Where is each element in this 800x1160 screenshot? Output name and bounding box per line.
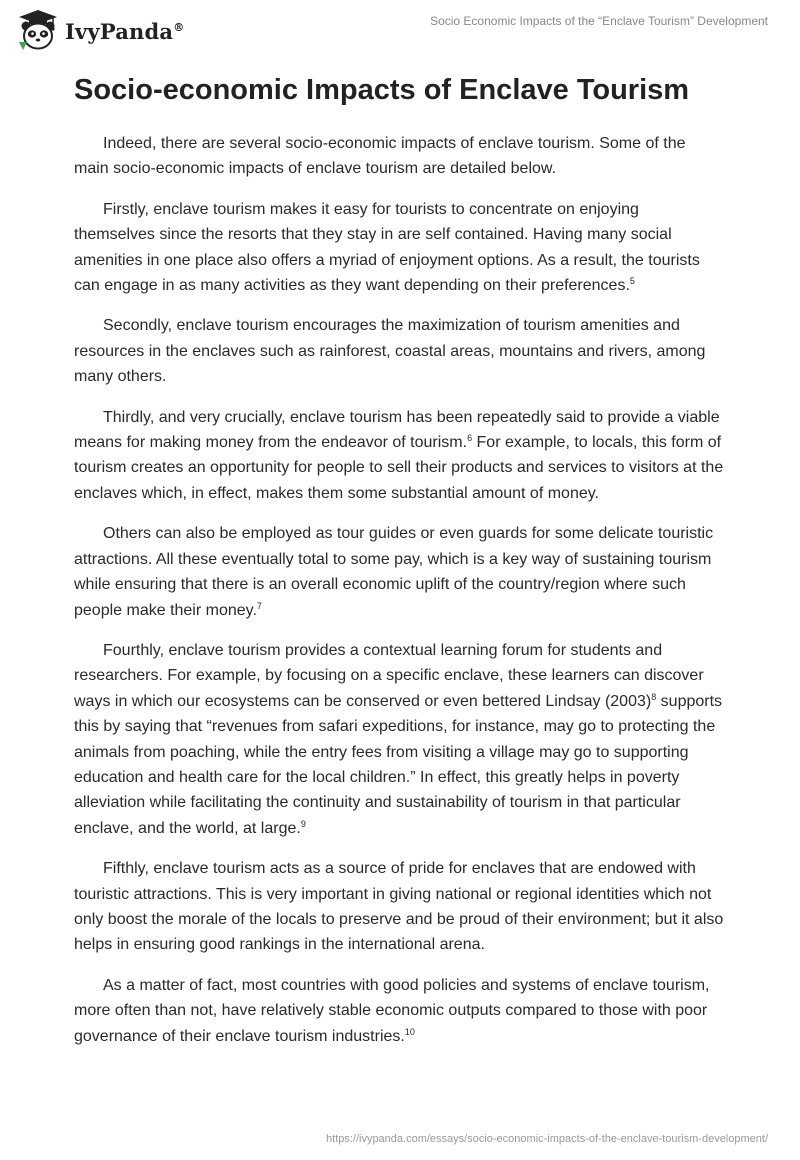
- footnote-ref[interactable]: 10: [404, 1026, 415, 1037]
- document-title: Socio Economic Impacts of the “Enclave Tourism” Development: [430, 14, 768, 28]
- source-url-link[interactable]: https://ivypanda.com/essays/socio-economic-impacts-of-the-enclave-tourism-development/: [325, 1133, 768, 1145]
- ivypanda-logo[interactable]: [15, 8, 184, 54]
- paragraph: Firstly, enclave tourism makes it easy for tourists to concentrate on enjoying themselves since the resorts that they stay in are self contained. Having many social amenities in one place also offers a myriad of enjoyment options. As a result, the tourists can engage in as many activities as they want depending on their preferences.$^5$: [74, 200, 700, 295]
- paragraph: Others can also be employed as tour guides or even guards for some delicate touristic attractions. All these eventually total to some pay, which is a key way of sustaining tourism while ensuring that there is an overall economic uplift of the country/region where such people make their money.$^7$: [74, 525, 714, 619]
- brand-name: IvyPanda®: [65, 18, 185, 44]
- paragraph: Fifthly, enclave tourism acts as a source of pride for enclaves that are endowed with touristic attractions. This is very important in giving national or regional identities which not only boost the morale of the locals to preserve and be proud of their environment; but it also helps in ensuring good rankings in the international arena.: [74, 860, 724, 954]
- paragraph: Indeed, there are several socio-economic impacts of enclave tourism. Some of the main socio-economic impacts of enclave tourism are detailed below.: [74, 135, 686, 178]
- article-body: [74, 73, 724, 1064]
- article-heading: Socio-economic Impacts of Enclave Tourism: [74, 74, 690, 106]
- paragraph: Secondly, enclave tourism encourages the maximization of tourism amenities and resources in the enclaves such as rainforest, coastal areas, mountains and rivers, among many others.: [74, 317, 706, 386]
- footnote-ref[interactable]: 7: [256, 600, 262, 611]
- page-header: [0, 0, 800, 60]
- footnote-ref[interactable]: 6: [467, 433, 473, 444]
- footnote-ref[interactable]: 8: [651, 691, 657, 702]
- footnote-ref[interactable]: 9: [300, 818, 306, 829]
- paragraph: As a matter of fact, most countries with good policies and systems of enclave tourism, more often than not, have relatively stable economic outputs compared to those with poor governance of their enclave tourism industries.$^{10}$: [74, 976, 710, 1045]
- panda-graduate-icon: [15, 8, 61, 54]
- footnote-ref[interactable]: 5: [629, 276, 635, 287]
- paragraph: Fourthly, enclave tourism provides a contextual learning forum for students and researchers. For example, by focusing on a specific enclave, these learners can discover ways in which our ecosystems can be conserved or even bettered Lindsay (2003)$^8$ supports this by saying that “revenues from safari expeditions, for instance, may go to protecting the animals from poaching, while the entry fees from visiting a village may go to supporting education and health care for the local children.” In effect, this greatly helps in poverty alleviation while facilitating the continuity and sustainability of tourism in that particular enclave, and the world, at large.$^9$: [74, 641, 723, 837]
- paragraph: Thirdly, and very crucially, enclave tourism has been repeatedly said to provide a viable means for making money from the endeavor of tourism.$^6$ For example, to locals, this form of tourism creates an opportunity for people to sell their products and services to visitors at the enclaves which, in effect, makes them some substantial amount of money.: [74, 408, 724, 502]
- registered-mark: ®: [173, 20, 185, 34]
